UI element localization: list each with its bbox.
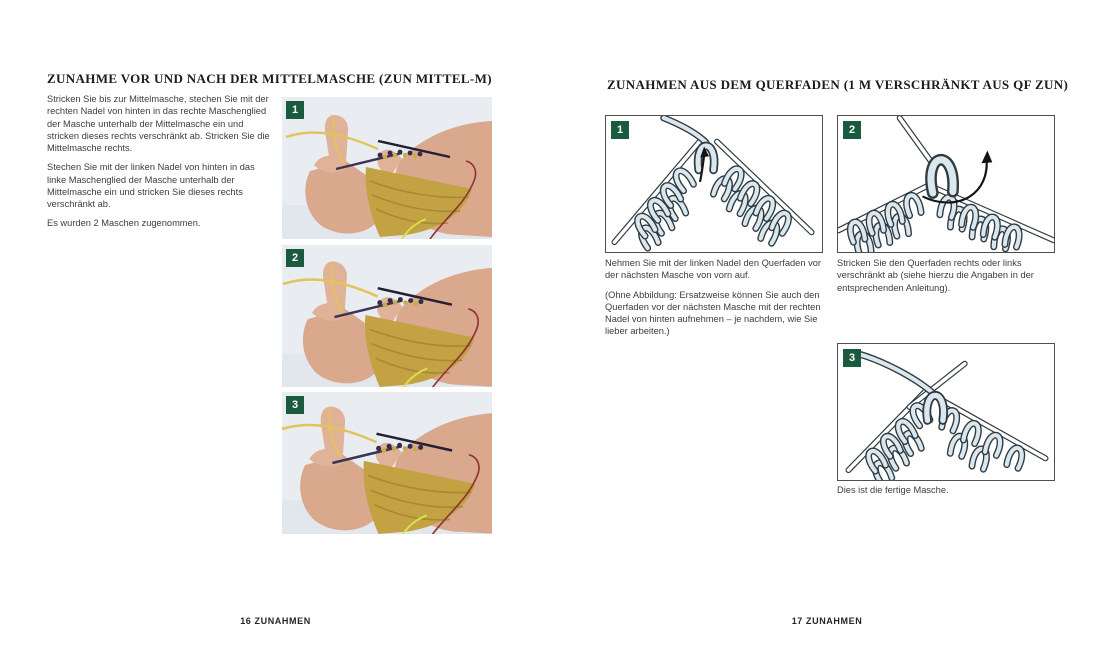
knitting-photo [282,245,492,387]
caption-paragraph: Nehmen Sie mit der linken Nadel den Querfaden vor der nächsten Masche von vorn auf. [605,258,822,281]
finished-stitch [858,354,943,421]
stitch-diagram [838,344,1054,480]
step-number-badge: 2 [843,121,861,139]
step-number-badge: 1 [611,121,629,139]
step-number-badge: 2 [286,249,304,267]
stitch-diagram [838,116,1054,252]
left-page-title: ZUNAHME VOR UND NACH DER MITTELMASCHE (ZUN MITTEL-M) [47,71,492,86]
caption-paragraph: Stricken Sie den Querfaden rechts oder links verschränkt ab (siehe hierzu die Angaben in der entsprechenden Anleitung). [837,258,1034,293]
instruction-paragraph: Stricken Sie bis zur Mittelmasche, stechen Sie mit der rechten Nadel von hinten in das rechte Maschenglied der Masche unterhalb der Mittelmasche ein und stricken dieses rechts verschränkt ab. Stricken Sie die Mittelmasche rechts. [47,94,270,154]
knitting-photo [282,392,492,534]
step-number-badge: 1 [286,101,304,119]
left-page-footer: 16 ZUNAHMEN [240,616,311,626]
cross-thread [664,118,714,170]
caption-step-1 [605,257,835,345]
diagram-step-2 [837,115,1055,253]
photo-step-1 [282,97,492,239]
caption-paragraph: Dies ist die fertige Masche. [837,485,949,495]
step-number-badge: 3 [286,396,304,414]
right-page-footer: 17 ZUNAHMEN [791,616,863,626]
photo-step-2 [282,245,492,387]
step-number-badge: 3 [843,349,861,367]
diagram-step-1 [605,115,823,253]
caption-step-2 [837,257,1065,301]
stitch-diagram [606,116,822,252]
left-instructions [47,93,271,237]
caption-step-3 [837,484,1065,503]
diagram-step-3 [837,343,1055,481]
instruction-paragraph: Stechen Sie mit der linken Nadel von hinten in das linke Maschenglied der Masche unterhalb der Mittelmasche ein und stricken Sie dieses rechts verschränkt ab. [47,162,255,210]
right-page-title: ZUNAHMEN AUS DEM QUERFADEN (1 M VERSCHRÄNKT AUS QF ZUN) [607,77,1069,92]
photo-step-3 [282,392,492,534]
knitting-photo [282,97,492,239]
caption-paragraph: (Ohne Abbildung: Ersatzweise können Sie auch den Querfaden vor der nächsten Masche mit der rechten Nadel von hinten aufnehmen – je nachdem, wie Sie lieber arbeiten.) [605,289,821,337]
instruction-paragraph: Es wurden 2 Maschen zugenommen. [47,218,201,229]
